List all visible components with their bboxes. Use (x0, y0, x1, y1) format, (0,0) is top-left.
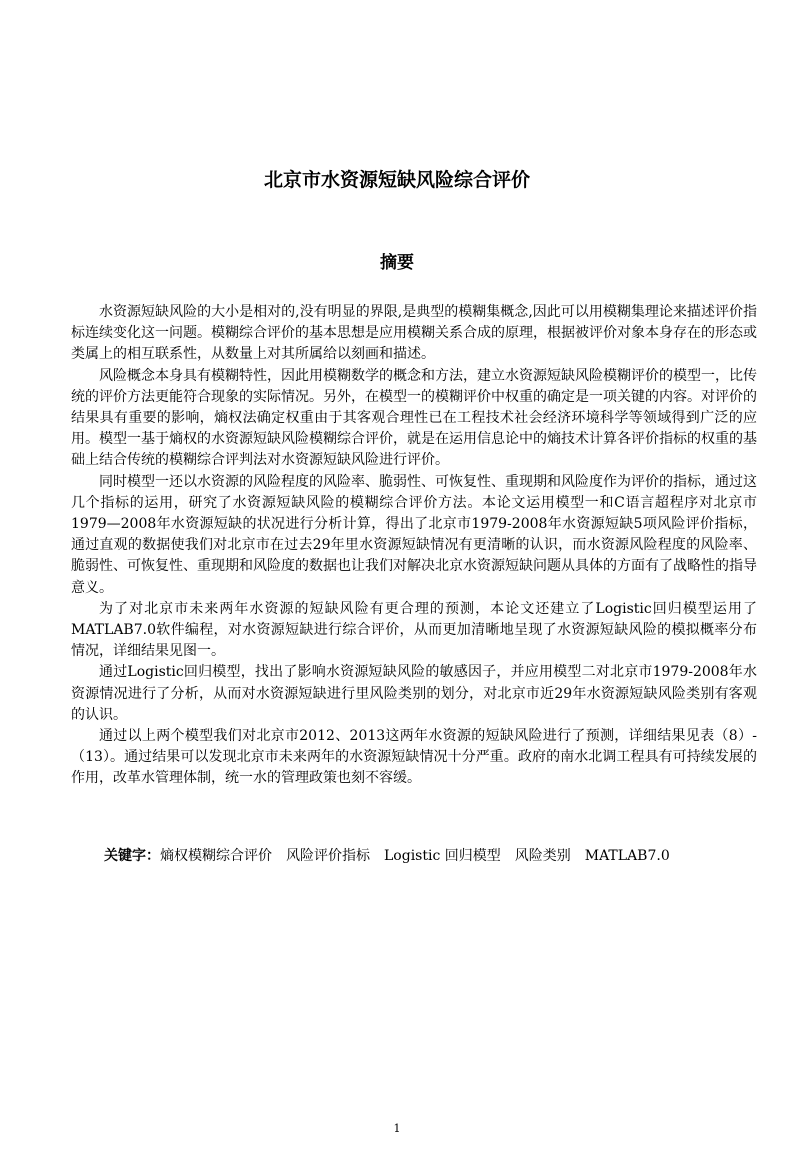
abstract-paragraph-4: 为了对北京市未来两年水资源的短缺风险有更合理的预测，本论文还建立了Logistic回归模型运用了MATLAB7.0软件编程，对水资源短缺进行综合评价，从而更加清晰地呈现了水资源短缺风险的模拟概率分布情况，详细结果见图一。 (71, 600, 757, 660)
keywords-label: 关键字： (104, 848, 160, 864)
keywords-line (104, 846, 764, 866)
abstract-paragraph-2: 风险概念本身具有模糊特性，因此用模糊数学的概念和方法，建立水资源短缺风险模糊评价的模型一，比传统的评价方法更能符合现象的实际情况。另外，在模型一的模糊评价中权重的确定是一项关键的内容。对评价的结果具有重要的影响，熵权法确定权重由于其客观合理性已在工程技术社会经济环境科学等领域得到广泛的应用。模型一基于熵权的水资源短缺风险模糊综合评价，就是在运用信息论中的熵技术计算各评价指标的权重的基础上结合传统的模糊综合评判法对水资源短缺风险进行评价。 (71, 367, 757, 469)
page-number: 1 (393, 1122, 401, 1135)
abstract-paragraph-6: 通过以上两个模型我们对北京市2012、2013这两年水资源的短缺风险进行了预测，详细结果见表（8）-（13）。通过结果可以发现北京市未来两年的水资源短缺情况十分严重。政府的南水北调工程具有可持续发展的作用，改革水管理体制，统一水的管理政策也刻不容缓。 (71, 728, 757, 787)
keyword-item: 风险评价指标 (286, 848, 370, 864)
keyword-item: Logistic 回归模型 (384, 848, 501, 864)
keyword-item: 熵权模糊综合评价 (160, 848, 272, 864)
abstract-paragraph-3: 同时模型一还以水资源的风险程度的风险率、脆弱性、可恢复性、重现期和风险度作为评价的指标，通过这几个指标的运用，研究了水资源短缺风险的模糊综合评价方法。本论文运用模型一和C语言超程序对北京市1979—2008年水资源短缺的状况进行分析计算，得出了北京市1979-2008年水资源短缺5项风险评价指标，通过直观的数据使我们对北京市在过去29年里水资源短缺情况有更清晰的认识，而水资源风险程度的风险率、脆弱性、可恢复性、重现期和风险度的数据也让我们对解决北京水资源短缺问题从具体的方面有了战略性的指导意义。 (71, 473, 757, 596)
page-title: 北京市水资源短缺风险综合评价 (263, 169, 530, 191)
abstract-paragraph-1: 水资源短缺风险的大小是相对的,没有明显的界限,是典型的模糊集概念,因此可以用模糊集理论来描述评价指标连续变化这一问题。模糊综合评价的基本思想是应用模糊关系合成的原理，根据被评价对象本身存在的形态或类属上的相互联系性，从数量上对其所属给以刻画和描述。 (71, 304, 757, 363)
abstract-paragraph-5: 通过Logistic回归模型，找出了影响水资源短缺风险的敏感因子，并应用模型二对北京市1979-2008年水资源情况进行了分析，从而对水资源短缺进行里风险类别的划分，对北京市近29年水资源短缺风险类别有客观的认识。 (71, 664, 757, 723)
keyword-item: 风险类别 (514, 848, 571, 864)
keyword-item: MATLAB7.0 (584, 848, 670, 864)
abstract-heading: 摘要 (380, 253, 414, 273)
abstract-body (71, 302, 757, 790)
